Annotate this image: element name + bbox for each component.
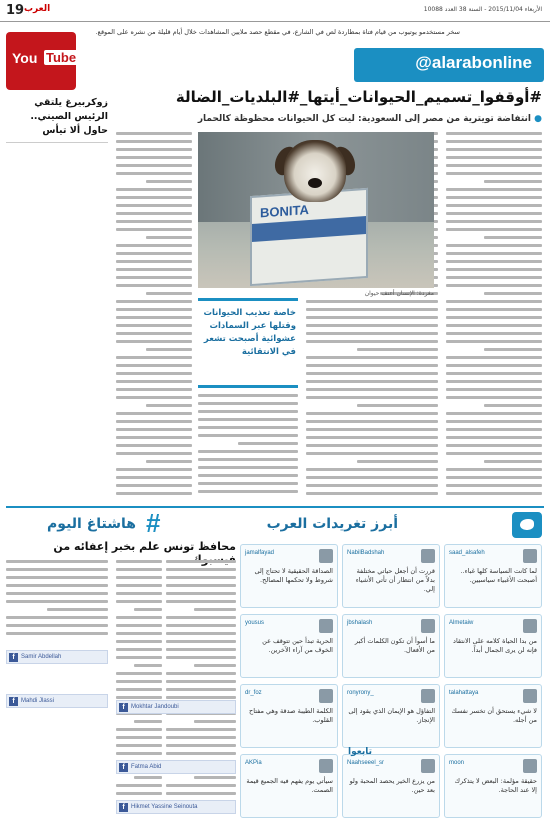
text-line <box>116 324 192 327</box>
pull-quote-text: خاصة تعذيب الحيوانات وقتلها عبر السمادات عشوائية أصبحت تشعر في الانتقائية <box>203 308 296 357</box>
text-line <box>116 268 192 271</box>
text-line <box>116 560 162 563</box>
text-line <box>116 492 192 495</box>
tweet-user-name: talahattaya <box>449 690 479 696</box>
text-line <box>116 736 162 739</box>
text-line <box>446 220 542 223</box>
tweet-text: من يزرع الخير يحصد المحبة ولو بعد حين. <box>349 777 435 794</box>
text-line <box>306 308 434 311</box>
text-line <box>146 236 192 239</box>
text-line <box>484 236 542 239</box>
tweet-card[interactable] <box>444 544 542 608</box>
avatar <box>523 619 537 633</box>
text-line <box>116 164 192 167</box>
text-line <box>357 460 434 463</box>
sidebar-body <box>6 132 108 492</box>
photo-caption: مغردة: الإنسان أعنف حيوان <box>364 290 434 297</box>
text-line <box>6 600 108 603</box>
article-photo <box>198 132 434 288</box>
text-line <box>116 592 162 595</box>
text-line <box>116 356 192 359</box>
text-line <box>166 728 236 731</box>
text-line <box>116 140 192 143</box>
hashtag-icon: # <box>146 508 161 538</box>
text-line <box>306 324 434 327</box>
text-line <box>198 410 298 413</box>
text-line <box>116 584 162 587</box>
text-line <box>116 632 162 635</box>
text-line <box>306 484 434 487</box>
text-line <box>166 568 236 571</box>
text-line <box>166 632 236 635</box>
text-line <box>116 744 162 747</box>
text-line <box>484 348 542 351</box>
text-line <box>446 444 542 447</box>
twitter-handle-banner <box>354 48 544 82</box>
text-line <box>198 474 298 477</box>
article-column-4 <box>116 132 192 504</box>
text-line <box>194 664 236 667</box>
text-line <box>446 268 542 271</box>
text-line <box>116 428 192 431</box>
text-line <box>446 244 542 247</box>
hashtag-section-title: هاشتاغ اليوم <box>47 516 136 532</box>
text-line <box>306 452 434 455</box>
text-line <box>306 420 434 423</box>
text-line <box>446 212 542 215</box>
text-line <box>116 148 192 151</box>
text-line <box>306 492 434 495</box>
text-line <box>116 624 162 627</box>
text-line <box>116 284 192 287</box>
text-line <box>116 452 192 455</box>
text-line <box>306 428 434 431</box>
text-line <box>116 656 162 659</box>
text-line <box>6 592 108 595</box>
tweet-text: الحرية تبدأ حين تتوقف عن الخوف من آراء الآخرين. <box>262 637 333 654</box>
text-line <box>116 688 162 691</box>
twitter-bird-icon <box>512 512 542 538</box>
text-line <box>166 784 236 787</box>
text-line <box>116 784 162 787</box>
text-line <box>116 244 192 247</box>
text-line <box>6 568 108 571</box>
text-line <box>116 568 162 571</box>
text-line <box>198 434 298 437</box>
text-line <box>198 450 298 453</box>
text-line <box>198 402 298 405</box>
facebook-icon: f <box>9 653 18 662</box>
text-line <box>306 380 434 383</box>
text-line <box>446 340 542 343</box>
text-line <box>446 308 542 311</box>
text-line <box>134 664 162 667</box>
tweet-text: لما كانت السياسة كلها غباء.. أصبحت الأغبياء سياسيين. <box>460 567 537 584</box>
text-line <box>116 308 192 311</box>
text-line <box>116 188 192 191</box>
text-line <box>306 356 434 359</box>
page-header <box>0 0 550 22</box>
facebook-icon: f <box>119 703 128 712</box>
text-line <box>484 460 542 463</box>
text-line <box>166 792 236 795</box>
tweet-text: ما أسوأ أن تكون الكلمات أكبر من الأفعال. <box>354 637 435 654</box>
text-line <box>116 792 162 795</box>
text-line <box>306 476 434 479</box>
text-line <box>166 656 236 659</box>
text-line <box>306 340 434 343</box>
facebook-comment <box>116 700 236 714</box>
article-column-5 <box>198 394 298 504</box>
avatar <box>319 689 333 703</box>
text-line <box>47 608 108 611</box>
text-line <box>306 332 434 335</box>
text-line <box>166 752 236 755</box>
text-line <box>116 316 192 319</box>
text-line <box>116 332 192 335</box>
tweet-user-name: moon <box>449 760 465 766</box>
text-line <box>146 292 192 295</box>
tweet-text: قررت أن أجعل حياتي مختلفة بدلاً من انتظار أن تأتي الأشياء إلي. <box>355 567 435 593</box>
text-line <box>146 460 192 463</box>
text-line <box>116 276 192 279</box>
text-line <box>116 204 192 207</box>
bullet-icon: ● <box>534 114 542 124</box>
youtube-logo <box>6 32 76 90</box>
text-line <box>134 720 162 723</box>
text-line <box>446 164 542 167</box>
text-line <box>484 292 542 295</box>
text-line <box>446 380 542 383</box>
text-line <box>116 252 192 255</box>
text-line <box>446 484 542 487</box>
text-line <box>146 404 192 407</box>
text-line <box>116 260 192 263</box>
follow-label: تابعوا <box>348 747 372 757</box>
text-line <box>446 276 542 279</box>
tweet-text: الصداقة الحقيقية لا تحتاج إلى شروط ولا تحكمها المصالح. <box>254 567 333 584</box>
tweet-card[interactable] <box>240 614 338 678</box>
text-line <box>306 436 434 439</box>
text-line <box>446 252 542 255</box>
facebook-user-name: Mokhtar Jandoubi <box>131 704 179 710</box>
text-line <box>194 608 236 611</box>
text-line <box>446 436 542 439</box>
text-line <box>116 484 192 487</box>
text-line <box>116 412 192 415</box>
article-column-1 <box>446 132 542 504</box>
avatar <box>319 619 333 633</box>
tweet-user-name: dr_foz <box>245 690 262 696</box>
text-line <box>116 396 192 399</box>
youtube-story: سخر مستخدمو يوتيوب من قيام فتاة بمطاردة لص في الشارع، في مقطع حصد ملايين المشاهدات خلال أيام قليلة من نشره على الموقع. <box>95 28 460 36</box>
facebook-user-name: Mahdi Jlassi <box>21 698 55 704</box>
text-line <box>446 156 542 159</box>
text-line <box>306 316 434 319</box>
facebook-icon: f <box>119 763 128 772</box>
text-line <box>146 348 192 351</box>
facebook-comment <box>116 800 236 814</box>
text-line <box>446 476 542 479</box>
text-line <box>166 584 236 587</box>
text-line <box>166 560 236 563</box>
text-line <box>446 316 542 319</box>
text-line <box>116 640 162 643</box>
avatar <box>523 759 537 773</box>
text-line <box>446 140 542 143</box>
text-line <box>6 632 108 635</box>
facebook-comment <box>116 760 236 774</box>
hashtag-story-column-1 <box>166 560 236 818</box>
follow-link[interactable] <box>312 746 372 762</box>
sidebar-title: زوكربيرغ يلتقي الرئيس الصيني.. حاول ألا تيأس <box>6 96 108 143</box>
text-line <box>446 372 542 375</box>
text-line <box>116 468 192 471</box>
hashtag-story-column-2 <box>116 560 162 818</box>
text-line <box>357 348 434 351</box>
text-line <box>306 372 434 375</box>
text-line <box>116 728 162 731</box>
text-line <box>446 172 542 175</box>
text-line <box>166 680 236 683</box>
hashtag-story-column-3 <box>6 560 108 818</box>
text-line <box>198 394 298 397</box>
text-line <box>194 776 236 779</box>
text-line <box>116 196 192 199</box>
text-line <box>306 364 434 367</box>
text-line <box>357 404 434 407</box>
tweets-section-title: أبرز تغريدات العرب <box>266 516 398 532</box>
text-line <box>116 340 192 343</box>
text-line <box>198 482 298 485</box>
dog-nose <box>308 178 322 188</box>
tweet-card[interactable] <box>444 614 542 678</box>
tweet-user-name: AKPia <box>245 760 262 766</box>
text-line <box>238 442 298 445</box>
text-line <box>198 418 298 421</box>
photo-box <box>250 188 368 286</box>
text-line <box>6 576 108 579</box>
text-line <box>446 284 542 287</box>
text-line <box>484 404 542 407</box>
text-line <box>116 616 162 619</box>
main-subhead <box>112 114 542 124</box>
text-line <box>446 388 542 391</box>
text-line <box>146 180 192 183</box>
facebook-comment <box>6 694 108 708</box>
tweet-user-name: jamalfayad <box>245 550 275 556</box>
avatar <box>421 549 435 563</box>
text-line <box>446 412 542 415</box>
text-line <box>166 648 236 651</box>
tweet-card[interactable] <box>444 684 542 748</box>
tweet-text: الكلمة الطيبة صدقة وهي مفتاح القلوب. <box>249 707 333 724</box>
text-line <box>306 444 434 447</box>
text-line <box>116 680 162 683</box>
dog-head <box>284 140 346 202</box>
tweet-card[interactable] <box>342 614 440 678</box>
text-line <box>446 420 542 423</box>
text-line <box>446 396 542 399</box>
tweet-card[interactable] <box>444 754 542 818</box>
text-line <box>446 196 542 199</box>
avatar <box>523 689 537 703</box>
avatar <box>421 619 435 633</box>
dateline: الأربعاء 2015/11/04 - السنة 38 العدد 10088 <box>423 6 542 13</box>
tweet-card[interactable] <box>240 684 338 748</box>
text-line <box>446 468 542 471</box>
subhead-text: انتفاضة تويترية من مصر إلى السعودية: ليت كل الحيوانات محظوظة كالحمار <box>197 114 531 124</box>
text-line <box>446 428 542 431</box>
tweets-section-header <box>242 512 542 538</box>
tweet-user-name: NabilBadshah <box>347 550 385 556</box>
text-line <box>166 576 236 579</box>
text-line <box>116 696 162 699</box>
text-line <box>116 220 192 223</box>
text-line <box>194 720 236 723</box>
facebook-comment <box>6 650 108 664</box>
text-line <box>446 324 542 327</box>
text-line <box>446 260 542 263</box>
text-line <box>198 490 298 493</box>
tweet-text: حقيقة مؤلمة: البعض لا يتذكرك إلا عند الحاجة. <box>454 777 537 794</box>
text-line <box>446 356 542 359</box>
text-line <box>116 380 192 383</box>
facebook-user-name: Fatma Abid <box>131 764 162 770</box>
text-line <box>306 468 434 471</box>
text-line <box>446 452 542 455</box>
text-line <box>306 300 434 303</box>
tweet-user-name: Naahseeel_sr <box>347 760 385 766</box>
text-line <box>116 156 192 159</box>
text-line <box>166 616 236 619</box>
avatar <box>523 549 537 563</box>
text-line <box>198 426 298 429</box>
tweet-card[interactable] <box>342 684 440 748</box>
text-line <box>446 300 542 303</box>
photo-box-brand: BONITA <box>260 202 309 221</box>
facebook-icon: f <box>9 697 18 706</box>
facebook-user-name: Samir Abdellah <box>21 654 62 660</box>
text-line <box>484 180 542 183</box>
tweet-card[interactable] <box>342 544 440 608</box>
page-number: 19 <box>6 3 25 18</box>
tweet-user-name: saad_alsafeh <box>449 550 485 556</box>
text-line <box>198 458 298 461</box>
paper-name: العرب <box>24 4 51 14</box>
main-headline: #أوقفوا_تسميم_الحيوانات_أيتها_#البلديات_الضالة <box>175 88 542 106</box>
youtube-logo-you: You <box>12 50 38 66</box>
tweet-user-name: ronyrony_ <box>347 690 374 696</box>
tweet-text: التفاؤل هو الإيمان الذي يقود إلى الإنجاز. <box>348 707 435 724</box>
text-line <box>116 364 192 367</box>
text-line <box>446 364 542 367</box>
text-line <box>116 752 162 755</box>
tweet-text: من بدا الحياة كلامه على الانتقاد فإنه لن يرى الجمال أبداً. <box>453 637 537 654</box>
text-line <box>116 476 192 479</box>
text-line <box>116 300 192 303</box>
tweet-text: سيأتي يوم يفهم فيه الجميع قيمة الصمت. <box>246 777 333 794</box>
text-line <box>6 584 108 587</box>
tweet-user-name: Almetaiw <box>449 620 474 626</box>
avatar <box>421 689 435 703</box>
text-line <box>116 420 192 423</box>
article-column-3 <box>306 300 434 504</box>
text-line <box>166 696 236 699</box>
text-line <box>116 228 192 231</box>
text-line <box>166 640 236 643</box>
text-line <box>116 436 192 439</box>
tweet-user-name: jbshalash <box>347 620 373 626</box>
text-line <box>116 444 192 447</box>
text-line <box>116 600 162 603</box>
text-line <box>446 132 542 135</box>
hashtag-story-title: محافظ تونس علم بخبر إعفائه من <box>53 540 236 553</box>
pull-quote <box>198 298 298 388</box>
text-line <box>166 688 236 691</box>
text-line <box>446 228 542 231</box>
text-line <box>306 396 434 399</box>
text-line <box>166 736 236 739</box>
tweet-card[interactable] <box>342 754 440 818</box>
text-line <box>116 576 162 579</box>
text-line <box>116 672 162 675</box>
twitter-handle: @alarabonline <box>415 53 532 72</box>
text-line <box>166 672 236 675</box>
hashtag-section-header <box>6 508 236 538</box>
text-line <box>446 332 542 335</box>
section-divider <box>6 506 544 508</box>
text-line <box>446 204 542 207</box>
youtube-logo-tube: Tube <box>46 50 77 65</box>
tweet-text: لا شيء يستحق أن تخسر نفسك من أجله. <box>451 707 537 724</box>
text-line <box>6 624 108 627</box>
text-line <box>166 744 236 747</box>
text-line <box>116 388 192 391</box>
text-line <box>166 624 236 627</box>
text-line <box>446 148 542 151</box>
text-line <box>6 616 108 619</box>
text-line <box>198 466 298 469</box>
text-line <box>6 560 108 563</box>
text-line <box>306 412 434 415</box>
text-line <box>134 608 162 611</box>
text-line <box>116 132 192 135</box>
text-line <box>134 776 162 779</box>
tweet-user-name: yousus <box>245 620 265 626</box>
tweet-card[interactable] <box>240 544 338 608</box>
text-line <box>306 388 434 391</box>
facebook-icon: f <box>119 803 128 812</box>
text-line <box>116 372 192 375</box>
text-line <box>166 592 236 595</box>
text-line <box>166 600 236 603</box>
text-line <box>446 188 542 191</box>
text-line <box>116 172 192 175</box>
text-line <box>116 212 192 215</box>
facebook-user-name: Hikmet Yassine Seinouta <box>131 804 198 810</box>
text-line <box>446 492 542 495</box>
avatar <box>319 549 333 563</box>
tweet-card[interactable] <box>240 754 338 818</box>
photo-box-band <box>252 216 366 242</box>
avatar <box>421 759 435 773</box>
text-line <box>116 648 162 651</box>
